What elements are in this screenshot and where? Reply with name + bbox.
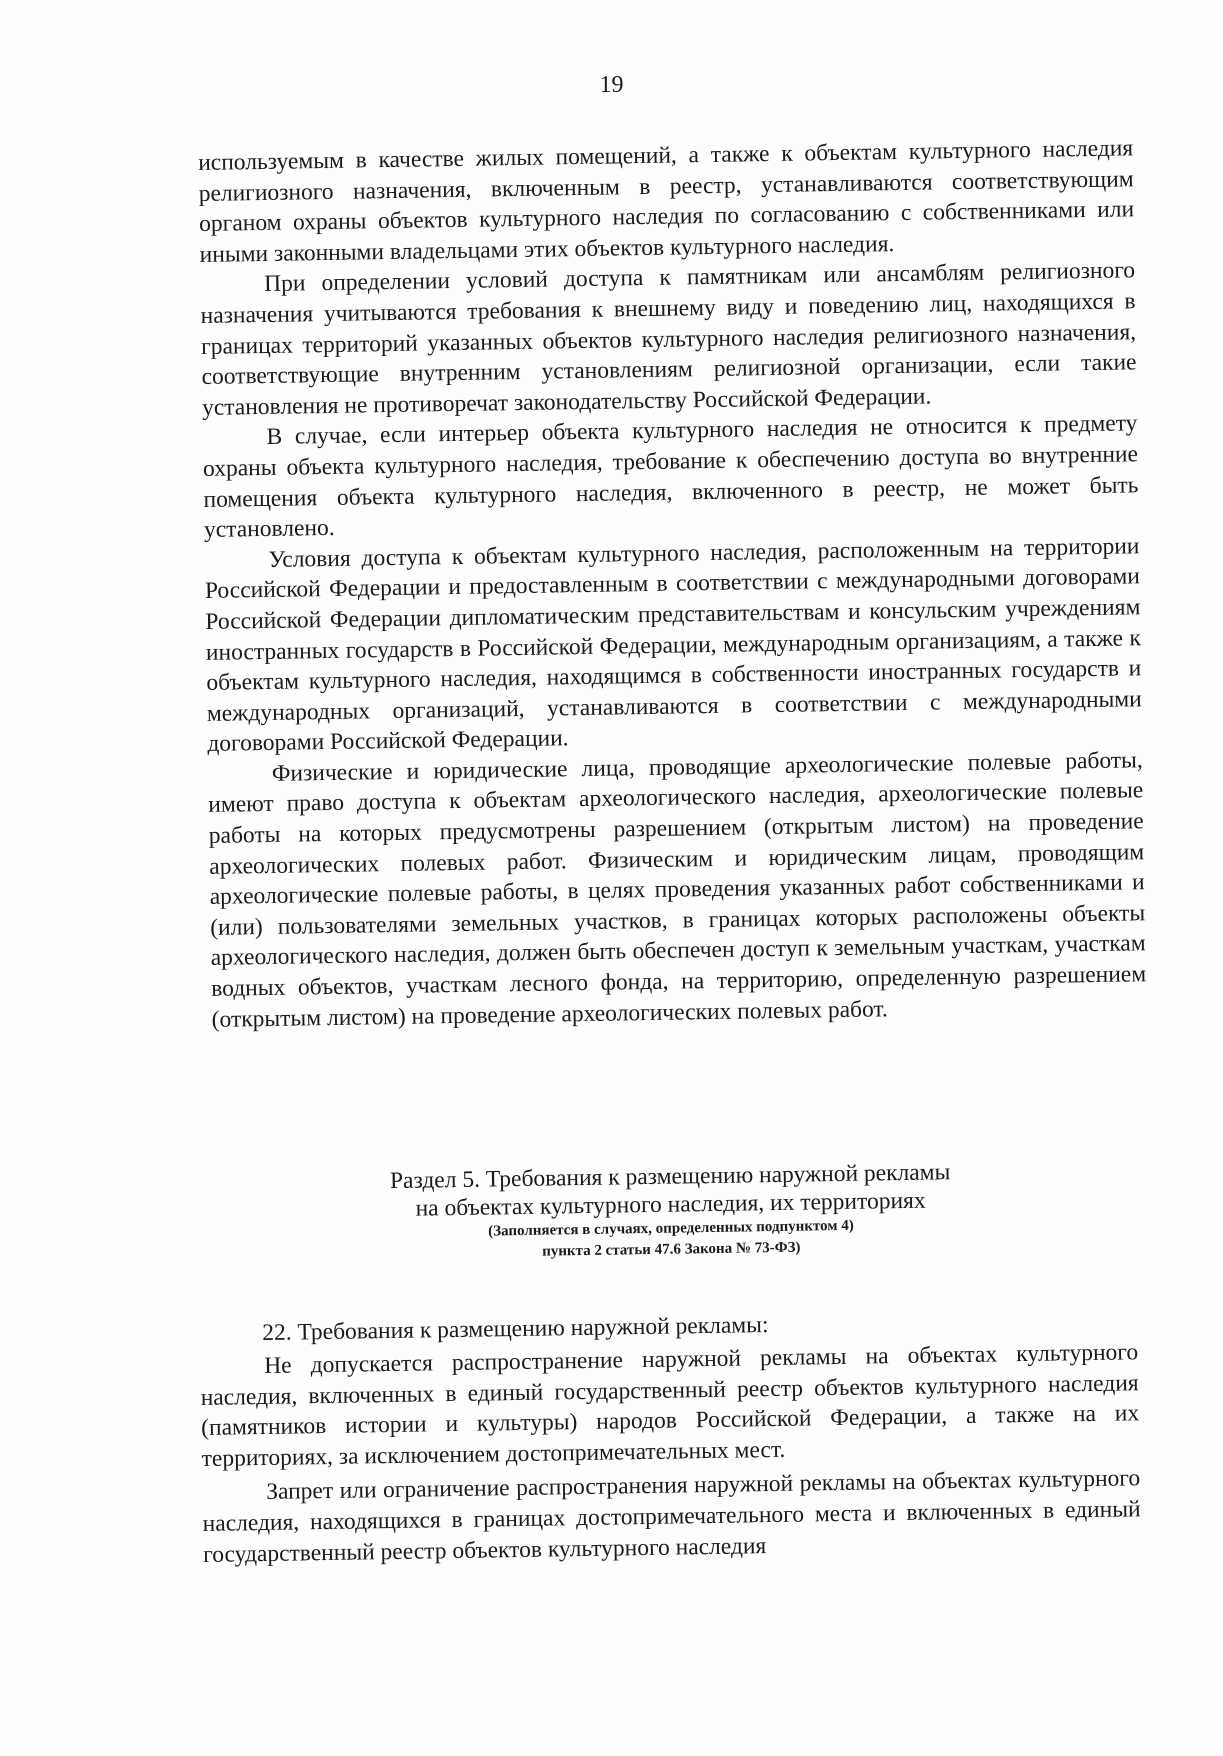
- section-note-line-2: пункта 2 статьи 47.6 Закона № 73-ФЗ): [542, 1239, 801, 1260]
- item-22-title: 22. Требования к размещению наружной рекламы:: [262, 1312, 769, 1346]
- body-text-top: [198, 133, 1147, 1035]
- section-heading: [330, 1157, 1011, 1266]
- body-text-item-22-paragraphs: [200, 1337, 1141, 1570]
- section-title-line-1: Раздел 5. Требования к размещению наружной рекламы: [389, 1159, 951, 1195]
- paragraph-diplomatic: Условия доступа к объектам культурного наследия, расположенным на территории Российской Федерации и предоставленным в соответствии с международными договорами Российской Федерации дипломатическим представительствам и консульским учреждениям иностранных государств в Российской Федерации, международным организациям, а также к объектам культурного наследия, находящимся в собственности иностранных государств и международных организаций, устанавливаются в соответствии с международными договорами Российской Федерации.: [204, 532, 1142, 758]
- paragraph-continuation: используемым в качестве жилых помещений, а также к объектам культурного наследия религиозного назначения, включенным в реестр, устанавливаются соответствующим органом охраны объектов культурного наследия по согласованию с собственниками или иными законными владельцами этих объектов культурного наследия.: [198, 135, 1135, 268]
- paragraph-religious-access: При определении условий доступа к памятникам или ансамблям религиозного назначения учитываются требования к внешнему виду и поведению лиц, находящихся в границах территорий указанных объектов культурного наследия религиозного назначения, соответствующие внутренним установлениям религиозной организации, если такие установления не противоречат законодательству Российской Федерации.: [200, 257, 1137, 421]
- paragraph-archaeology: Физические и юридические лица, проводящие археологические полевые работы, имеют право доступа к объектам археологического наследия, археологические полевые работы на которых предусмотрены разрешением (открытым листом) на проведение археологических полевых работ. Физическим и юридическим лицам, проводящим археологические полевые работы, в целях проведения указанных работ собственниками и (или) пользователями земельных участков, в границах которых расположены объекты археологического наследия, должен быть обеспечен доступ к земельным участкам, участкам водных объектов, участкам лесного фонда, на территорию, определенную разрешением (открытым листом) на проведение археологических полевых работ.: [208, 747, 1147, 1033]
- paragraph-interior: В случае, если интерьер объекта культурного наследия не относится к предмету охраны объекта культурного наследия, требование к обеспечению доступа во внутренние помещения объекта культурного наследия, включенного в реестр, не может быть установлено.: [202, 410, 1139, 544]
- paragraph-advert-restriction: Запрет или ограничение распространения наружной рекламы на объектах культурного наследия, находящихся в границах достопримечательного места и включенных в единый государственный реестр объектов культурного наследия: [202, 1465, 1141, 1568]
- section-title-line-2: на объектах культурного наследия, их территориях: [415, 1187, 926, 1222]
- page-number: 19: [599, 72, 624, 98]
- section-note-line-1: (Заполняется в случаях, определенных подпунктом 4): [488, 1217, 854, 1240]
- paragraph-advert-ban: Не допускается распространение наружной рекламы на объектах культурного наследия, включенных в единый государственный реестр объектов культурного наследия (памятников истории и культуры) народов Российской Федерации, а также на их территориях, за исключением достопримечательных мест.: [200, 1339, 1140, 1472]
